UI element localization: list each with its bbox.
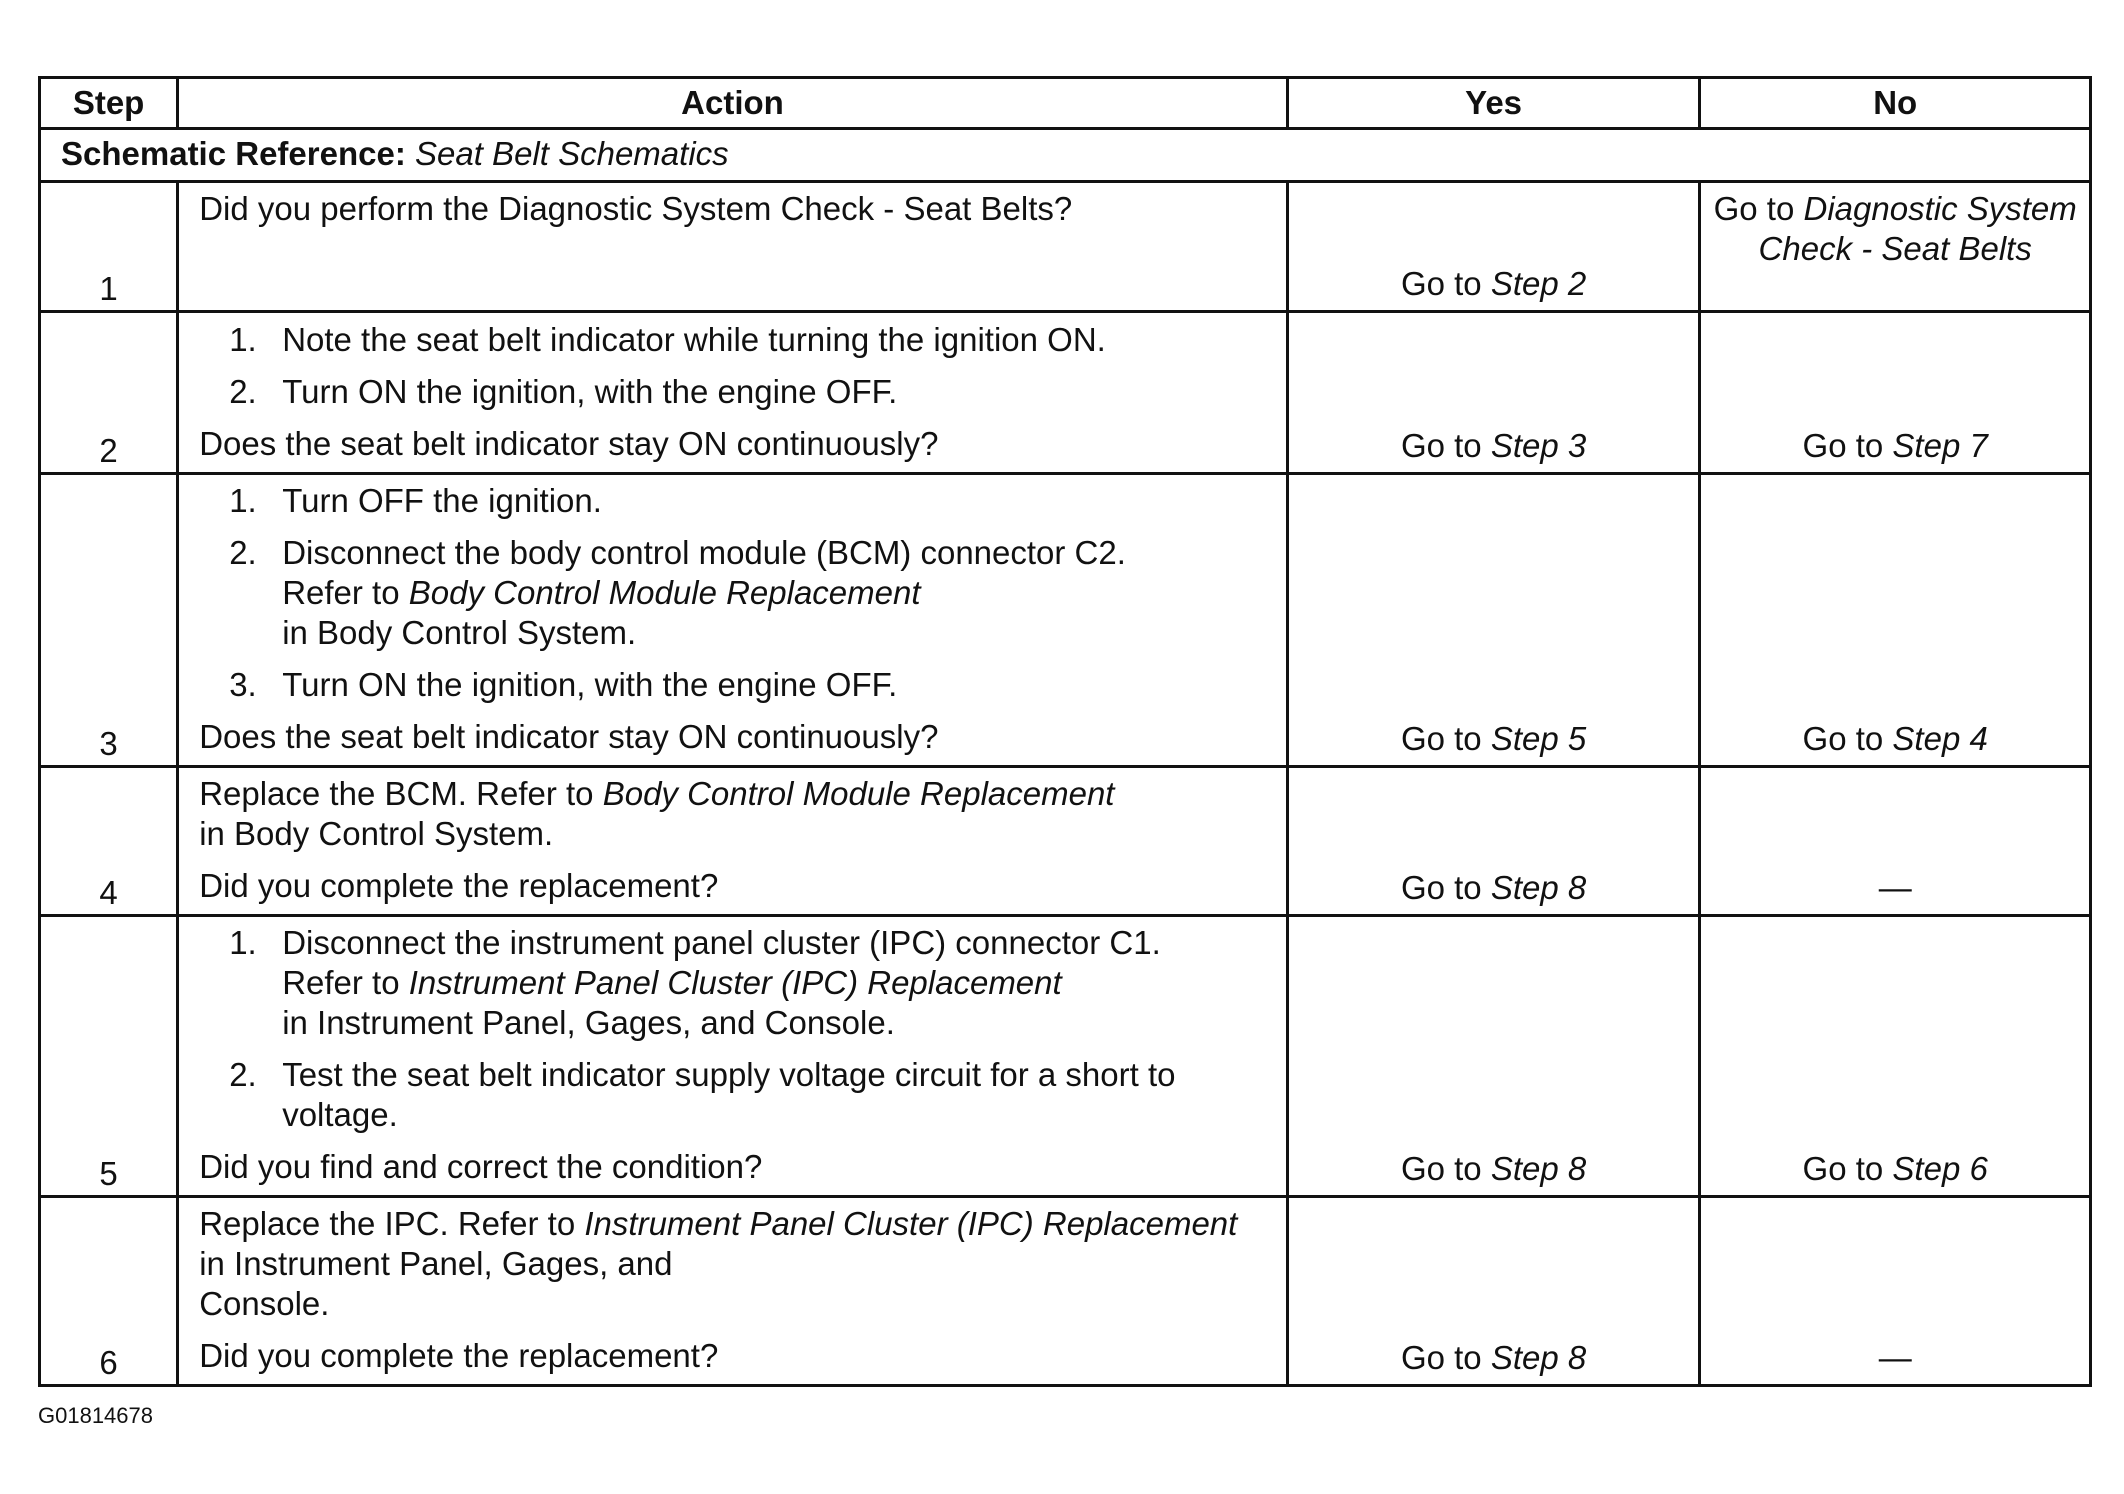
no-cell bbox=[1700, 312, 2091, 474]
table-row-step-1 bbox=[40, 182, 2091, 312]
paragraph-tail-text: in Instrument Panel, Gages, and bbox=[199, 1245, 673, 1282]
list-item bbox=[199, 665, 1266, 705]
item-text: Note the seat belt indicator while turning the ignition ON. bbox=[282, 321, 1106, 358]
no-prefix: Go to bbox=[1713, 190, 1804, 227]
yes-step-link[interactable]: Step 5 bbox=[1490, 720, 1587, 757]
yes-prefix: Go to bbox=[1400, 720, 1491, 757]
question-text: Did you complete the replacement? bbox=[199, 867, 719, 904]
paragraph-text: Replace the BCM. Refer to bbox=[199, 775, 603, 812]
reference-link[interactable]: Instrument Panel Cluster (IPC) Replacement bbox=[408, 964, 1062, 1001]
question-text: Did you perform the Diagnostic System Check - Seat Belts? bbox=[199, 190, 1073, 227]
yes-prefix: Go to bbox=[1400, 265, 1491, 302]
yes-cell bbox=[1287, 312, 1700, 474]
header-row bbox=[40, 78, 2091, 129]
action-cell bbox=[178, 1197, 1288, 1386]
yes-cell bbox=[1287, 1197, 1700, 1386]
item-number: 3. bbox=[229, 666, 257, 703]
item-number: 1. bbox=[229, 321, 257, 358]
yes-cell bbox=[1287, 916, 1700, 1197]
table-row-step-2 bbox=[40, 312, 2091, 474]
question-text: Did you find and correct the condition? bbox=[199, 1148, 763, 1185]
item-number: 2. bbox=[229, 373, 257, 410]
list-item bbox=[199, 320, 1266, 360]
list-item bbox=[199, 1055, 1266, 1135]
action-cell bbox=[178, 312, 1288, 474]
header-action: Action bbox=[178, 78, 1288, 129]
item-number: 2. bbox=[229, 534, 257, 571]
table-row-step-5 bbox=[40, 916, 2091, 1197]
step-number: 1 bbox=[40, 182, 178, 312]
yes-cell bbox=[1287, 474, 1700, 767]
reference-link[interactable]: Body Control Module Replacement bbox=[602, 775, 1115, 812]
list-item bbox=[199, 372, 1266, 412]
reference-link[interactable]: Instrument Panel Cluster (IPC) Replacement bbox=[584, 1205, 1238, 1242]
instruction-list bbox=[199, 320, 1266, 412]
diagnostic-table bbox=[38, 76, 2092, 1387]
instruction-paragraph bbox=[199, 774, 1266, 854]
no-step-link[interactable]: Step 7 bbox=[1892, 427, 1988, 464]
item-text: Disconnect the body control module (BCM) connector C2. bbox=[282, 534, 1126, 571]
refer-text: Refer to bbox=[282, 964, 409, 1001]
no-cell bbox=[1700, 916, 2091, 1197]
header-step: Step bbox=[40, 78, 178, 129]
instruction-paragraph bbox=[199, 1204, 1266, 1324]
schematic-link[interactable]: Seat Belt Schematics bbox=[415, 135, 729, 172]
yes-step-link[interactable]: Step 8 bbox=[1490, 1339, 1587, 1376]
item-number: 1. bbox=[229, 482, 257, 519]
paragraph-tail-text: Console. bbox=[199, 1285, 330, 1322]
table-row-step-4 bbox=[40, 767, 2091, 916]
step-number: 2 bbox=[40, 312, 178, 474]
table-row-step-6 bbox=[40, 1197, 2091, 1386]
no-step-link[interactable]: Diagnostic System Check - Seat Belts bbox=[1758, 190, 2077, 267]
yes-prefix: Go to bbox=[1400, 427, 1491, 464]
yes-prefix: Go to bbox=[1400, 869, 1491, 906]
instruction-list bbox=[199, 481, 1266, 705]
no-cell bbox=[1700, 182, 2091, 312]
no-dash: — bbox=[1878, 869, 1912, 906]
list-item bbox=[199, 481, 1266, 521]
schematic-reference bbox=[40, 129, 2091, 182]
yes-prefix: Go to bbox=[1400, 1150, 1491, 1187]
item-tail-text: in Body Control System. bbox=[282, 614, 637, 651]
no-prefix: Go to bbox=[1802, 720, 1893, 757]
yes-step-link[interactable]: Step 8 bbox=[1490, 1150, 1587, 1187]
step-number: 5 bbox=[40, 916, 178, 1197]
action-cell bbox=[178, 182, 1288, 312]
no-step-link[interactable]: Step 6 bbox=[1892, 1150, 1988, 1187]
step-number: 3 bbox=[40, 474, 178, 767]
schematic-label: Schematic Reference: bbox=[61, 135, 406, 172]
yes-step-link[interactable]: Step 3 bbox=[1490, 427, 1587, 464]
yes-cell bbox=[1287, 767, 1700, 916]
question-text: Did you complete the replacement? bbox=[199, 1337, 719, 1374]
list-item bbox=[199, 533, 1266, 653]
yes-step-link[interactable]: Step 8 bbox=[1490, 869, 1587, 906]
yes-cell bbox=[1287, 182, 1700, 312]
no-cell bbox=[1700, 767, 2091, 916]
no-dash: — bbox=[1878, 1339, 1912, 1376]
reference-link[interactable]: Body Control Module Replacement bbox=[408, 574, 921, 611]
no-prefix: Go to bbox=[1802, 427, 1893, 464]
action-cell bbox=[178, 474, 1288, 767]
no-prefix: Go to bbox=[1802, 1150, 1893, 1187]
item-text: Turn ON the ignition, with the engine OFF. bbox=[282, 373, 898, 410]
schematic-row bbox=[40, 129, 2091, 182]
no-step-link[interactable]: Step 4 bbox=[1892, 720, 1988, 757]
no-cell bbox=[1700, 474, 2091, 767]
paragraph-text: Replace the IPC. Refer to bbox=[199, 1205, 585, 1242]
step-number: 6 bbox=[40, 1197, 178, 1386]
item-text: Turn ON the ignition, with the engine OFF. bbox=[282, 666, 898, 703]
step-number: 4 bbox=[40, 767, 178, 916]
action-cell bbox=[178, 916, 1288, 1197]
item-text: Turn OFF the ignition. bbox=[282, 482, 602, 519]
figure-id: G01814678 bbox=[38, 1403, 153, 1428]
no-cell bbox=[1700, 1197, 2091, 1386]
item-tail-text: in Instrument Panel, Gages, and Console. bbox=[282, 1004, 895, 1041]
yes-step-link[interactable]: Step 2 bbox=[1490, 265, 1587, 302]
refer-text: Refer to bbox=[282, 574, 409, 611]
item-text: Test the seat belt indicator supply voltage circuit for a short to voltage. bbox=[282, 1056, 1176, 1133]
header-yes: Yes bbox=[1287, 78, 1700, 129]
item-number: 1. bbox=[229, 924, 257, 961]
paragraph-tail-text: in Body Control System. bbox=[199, 815, 554, 852]
question-text: Does the seat belt indicator stay ON continuously? bbox=[199, 718, 939, 755]
header-no: No bbox=[1700, 78, 2091, 129]
table-row-step-3 bbox=[40, 474, 2091, 767]
action-cell bbox=[178, 767, 1288, 916]
list-item bbox=[199, 923, 1266, 1043]
instruction-list bbox=[199, 923, 1266, 1135]
item-text: Disconnect the instrument panel cluster (IPC) connector C1. bbox=[282, 924, 1161, 961]
question-text: Does the seat belt indicator stay ON continuously? bbox=[199, 425, 939, 462]
item-number: 2. bbox=[229, 1056, 257, 1093]
yes-prefix: Go to bbox=[1400, 1339, 1491, 1376]
